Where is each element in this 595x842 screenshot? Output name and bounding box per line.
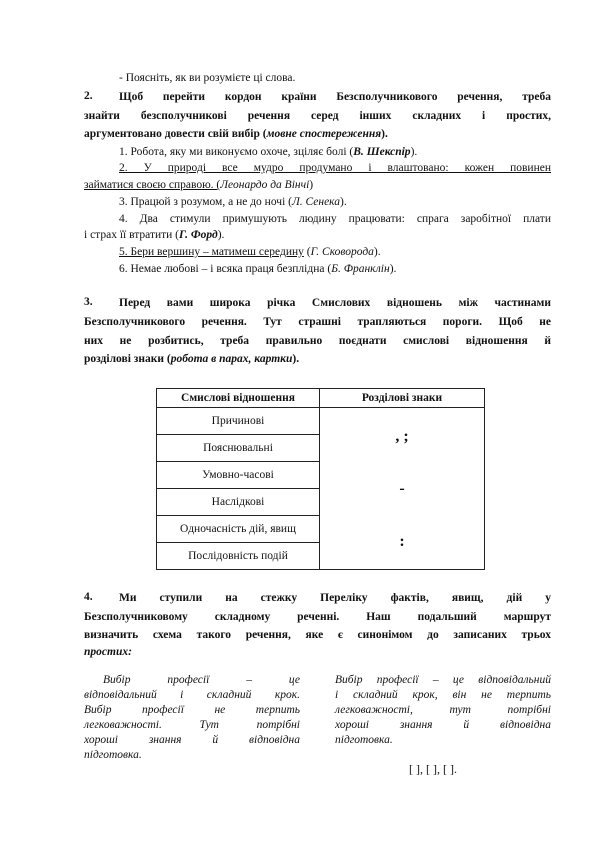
left-col-line: Вибір професії не терпить <box>84 704 300 716</box>
quote-1-end: ). <box>410 146 418 158</box>
quote-4-end: ). <box>217 229 225 241</box>
quote-5-author: Г. Сковорода <box>310 246 374 258</box>
sign-comma-semicolon[interactable]: , ; <box>395 428 409 445</box>
task2-number: 2. <box>84 90 93 102</box>
task4-line3: визначить схема такого речення, яке є синонімом до записаних трьох <box>84 629 551 641</box>
quote-4-text: і страх її втратити ( <box>84 229 180 241</box>
task2-line3-italic: мовне спостереження <box>266 128 382 140</box>
task2-line2: знайти безсполучникові речення серед інших складних і простих, <box>84 110 551 122</box>
quote-2-line2 <box>84 178 313 192</box>
quote-1 <box>119 145 417 159</box>
sentence-scheme: [ ], [ ], [ ]. <box>409 762 457 776</box>
quote-3-text: 3. Працюй з розумом, а не до ночі ( <box>119 196 292 208</box>
quote-1-author: В. Шекспір <box>353 146 411 158</box>
quote-4-line1: 4. Два стимули примушують людину працювати: спрага заробітної плати <box>119 213 551 225</box>
task4-line2: Безсполучниковому складному реченні. Наш подальший маршрут <box>84 611 551 623</box>
task3-line2: Безсполучникового речення. Тут страшні трапляються пороги. Щоб не <box>84 316 551 328</box>
sign-dash[interactable]: - <box>399 480 405 497</box>
right-col-line: підготовка. <box>335 734 393 746</box>
left-col-line: підготовка. <box>84 749 142 761</box>
relations-table <box>156 388 485 570</box>
quote-3-end: ). <box>340 196 347 208</box>
quote-6 <box>119 262 396 276</box>
quote-5 <box>119 245 381 259</box>
table-row-relation[interactable]: Наслідкові <box>157 489 319 516</box>
signs-column <box>320 408 485 570</box>
quote-4-line2 <box>84 228 224 242</box>
quote-5-rest: ( <box>303 246 311 258</box>
quote-2-text: займатися своєю справою. ( <box>84 179 221 191</box>
left-col-line: відповідальний і складний крок. <box>84 689 300 701</box>
table-row-relation[interactable]: Одночасність дій, явищ <box>157 516 319 543</box>
left-col-line: легковажності. Тут потрібні <box>84 719 300 731</box>
task4-line4: простих: <box>84 646 132 658</box>
simple-sentences <box>84 673 300 763</box>
complex-sentence <box>335 673 551 748</box>
sign-colon[interactable]: : <box>399 533 405 550</box>
task2-line1: Щоб перейти кордон країни Безсполучникового речення, треба <box>119 91 551 103</box>
task3-line4-end: ). <box>292 353 300 365</box>
right-col-line: і складний крок, він не терпить <box>335 689 551 701</box>
right-col-line: хороші знання й відповідна <box>335 719 551 731</box>
quote-2-end: ) <box>309 179 314 191</box>
table-header-relations: Смислові відношення <box>157 389 320 408</box>
quote-5-end: ). <box>373 246 381 258</box>
task3-line4 <box>84 352 299 366</box>
task3-line1: Перед вами широка річка Смислових відношень між частинами <box>119 297 551 309</box>
quote-2-author: Леонардо да Вінчі <box>220 179 310 191</box>
left-col-line: хороші знання й відповідна <box>84 734 300 746</box>
quote-6-text: 6. Немае любові – і всяка праця безплідна ( <box>119 263 332 275</box>
quote-3-author: Л. Сенека <box>291 196 341 208</box>
task3-line3: них не розбитись, треба правильно поєднати смислові відношення й <box>84 335 551 347</box>
table-header-signs: Розділові знаки <box>320 389 485 408</box>
table-row-relation[interactable]: Причинові <box>157 408 319 435</box>
quote-4-author: Г. Форд <box>179 229 218 241</box>
task3-number: 3. <box>84 296 93 308</box>
left-col-line: Вибір професії – це <box>103 674 300 686</box>
task4-number: 4. <box>84 591 93 603</box>
quote-3 <box>119 195 347 209</box>
task2-line3 <box>84 127 388 141</box>
table-row-relation[interactable]: Пояснювальні <box>157 435 319 462</box>
quote-5-underlined: 5. Бери вершину – матимеш середину <box>119 246 304 258</box>
right-col-line: легковажності, тут потрібні <box>335 704 551 716</box>
table-row-relation[interactable]: Умовно-часові <box>157 462 319 489</box>
task2-line3-end: ). <box>381 128 388 140</box>
quote-1-text: 1. Робота, яку ми виконуємо охоче, зціляє болі ( <box>119 146 354 158</box>
relations-column <box>157 408 320 570</box>
right-col-line: Вибір професії – це відповідальний <box>335 674 551 686</box>
table-row-relation[interactable]: Послідовність подій <box>188 550 288 562</box>
task3-line4-main: розділові знаки ( <box>84 353 171 365</box>
quote-6-end: ). <box>389 263 397 275</box>
task3-line4-italic: робота в парах, картки <box>170 353 293 365</box>
quote-2-line1: 2. У природі все мудро продумано і влаштовано: кожен повинен <box>119 162 551 174</box>
task2-line3-main: аргументовано довести свій вибір ( <box>84 128 267 140</box>
intro-line: - Поясніть, як ви розумієте ці слова. <box>119 72 296 84</box>
task4-line1: Ми ступили на стежку Переліку фактів, явищ, дій у <box>119 592 551 604</box>
quote-6-author: Б. Франклін <box>331 263 390 275</box>
